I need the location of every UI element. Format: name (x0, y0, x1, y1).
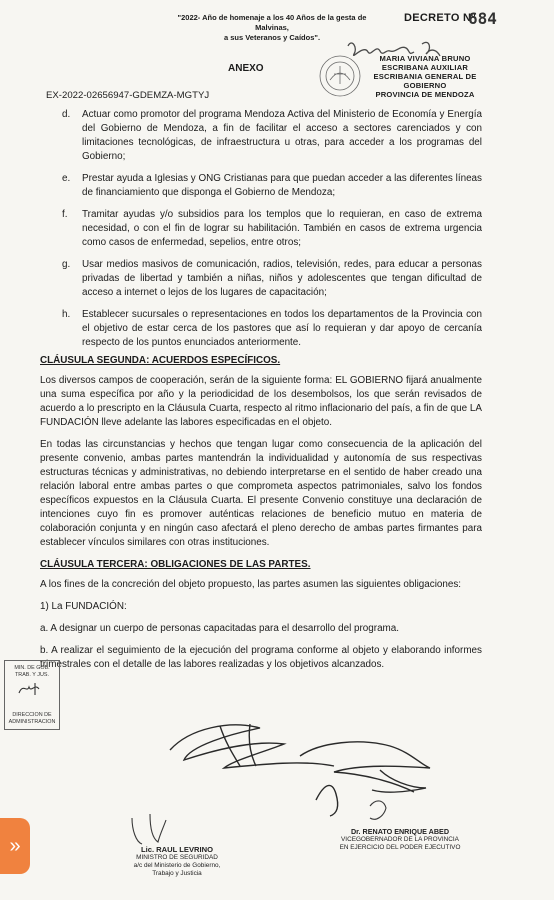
signer-name-right: Dr. RENATO ENRIQUE ABED (350, 827, 450, 836)
ministry-stamp-line-4: ADMINISTRACION (8, 719, 56, 725)
motto-line-1: "2022- Año de homenaje a los 40 Años de la gesta de Malvinas, (177, 13, 367, 32)
item-text: Prestar ayuda a Iglesias y ONG Cristianas para que puedan acceder a las diferentes líneas de financiamiento que disponga el Gobierno de Mendoza; (82, 173, 482, 198)
signer-role-left-2: Trabajo y Justicia (152, 870, 202, 877)
signer-role-left: a/c del Ministerio de Gobierno, (133, 862, 221, 869)
item-letter: g. (62, 259, 71, 270)
ministry-stamp (4, 660, 60, 730)
item-letter: e. (62, 173, 71, 184)
ministry-stamp-line-3: DIRECCION DE (12, 712, 52, 718)
clause-3-item-b: b. A realizar el seguimiento de la ejecución del programa conforme al objeto y elaborando informes trimestrales con el detalle de las labores realizadas y los objetivos alcanzados. (40, 645, 482, 670)
clause-3-subheading: 1) La FUNDACIÓN: (40, 601, 127, 612)
list-item (62, 172, 482, 200)
list-item (62, 308, 482, 350)
signature-block-left (112, 846, 242, 878)
clause-2-paragraph-2: En todas las circunstancias y hechos que tengan lugar como consecuencia de la aplicación del presente convenio, ambas partes mantendrán la individualidad y autonomía de sus respectivas estructuras técnicas y administrativas, no debiendo interpretarse en el sentido de haber creado una relación laboral entre ambas partes o que comprometa aspectos patrimoniales, salvo los fondos específicos expuestos en la Cláusula Cuarta. El presente Convenio constituye una declaración de intenciones cuyo fin es promover auténticas relaciones de beneficio mutuo en materia de colaboración conjunta y en ningún caso afectará el pleno derecho de ambas partes firmantes para establecer vínculos similares con otras instituciones. (40, 439, 482, 548)
item-letter: d. (62, 109, 71, 120)
clause-3-paragraph-1: A los fines de la concreción del objeto propuesto, las partes asumen las siguientes obligaciones: (40, 579, 462, 590)
signer-role-right: EN EJERCICIO DEL PODER EJECUTIVO (339, 844, 461, 851)
signer-title-left: MINISTRO DE SEGURIDAD (136, 854, 218, 861)
ministry-stamp-line-2: TRAB. Y JUS. (15, 672, 49, 678)
initials-scribble (5, 679, 59, 699)
notary-stamp (300, 36, 550, 102)
item-text: Actuar como promotor del programa Mendoza Activa del Ministerio de Economía y Energía del Gobierno de Mendoza, a fin de facilitar el acceso a sectores carenciados y con limitaciones tecnológicas, de infraestructura u otras, para acceder a los programas del Gobierno; (82, 109, 482, 162)
ministry-stamp-line-1: MIN. DE GOB. (14, 665, 50, 671)
item-text: Usar medios masivos de comunicación, radios, televisión, redes, para educar a personas privadas de libertad y también a niñas, niños y adolescentes que tengan dificultad de acceso a internet o lejos de los lugares de capacitación; (82, 259, 482, 298)
signature-block-right (320, 828, 480, 852)
item-text: Tramitar ayudas y/o subsidios para los templos que lo requieran, en caso de extrema necesidad, o con el fin de lograr su habilitación. También en casos de extrema urgencia como casos de enfermedad, sepelios, entre otros; (82, 209, 482, 248)
decree-number: 684 (468, 9, 497, 28)
clause-3-title: CLÁUSULA TERCERA: OBLIGACIONES DE LAS PARTES. (40, 559, 311, 570)
annex-title: ANEXO (228, 63, 264, 74)
motto-line-2: a sus Veteranos y Caídos". (223, 33, 321, 42)
document-body (40, 108, 482, 680)
list-item (62, 208, 482, 250)
decree-label: DECRETO Nº (404, 12, 476, 24)
item-letter: h. (62, 309, 71, 320)
clause-2-paragraph-1: Los diversos campos de cooperación, serán de la siguiente forma: EL GOBIERNO fijará anualmente una suma específica por año y la periodicidad de los desembolsos, los que serán revisados de acuerdo a lo prescripto en la Cláusula Cuarta, respecto al ritmo inflacionario del país, a fin de que LA FUNDACIÓN lleve adelante las labores especificadas en el objeto. (40, 375, 482, 428)
notary-office: ESCRIBANIA GENERAL DE GOBIERNO (373, 72, 477, 90)
notary-title: ESCRIBANA AUXILIAR (381, 63, 469, 72)
expediente-number: EX-2022-02656947-GDEMZA-MGTYJ (46, 90, 210, 101)
item-letter: f. (62, 209, 68, 220)
clause-3-item-a: a. A designar un cuerpo de personas capacitadas para el desarrollo del programa. (40, 623, 400, 634)
signer-title-right: VICEGOBERNADOR DE LA PROVINCIA (341, 836, 459, 843)
list-item (62, 258, 482, 300)
list-item (62, 108, 482, 164)
signer-name-left: Lic. RAUL LEVRINO (140, 845, 213, 854)
notary-name: MARIA VIVIANA BRUNO (379, 54, 471, 63)
notary-stamp-text (360, 54, 490, 99)
item-text: Establecer sucursales o representaciones en todos los departamentos de la Provincia con el objetivo de estar cerca de los pastores que así lo requieran y dar apoyo de cercanía respecto de los puntos enunciados anteriormente. (82, 309, 482, 348)
clause-2-title: CLÁUSULA SEGUNDA: ACUERDOS ESPECÍFICOS. (40, 355, 281, 366)
expand-sidebar-button[interactable] (0, 818, 30, 874)
double-chevron-right-icon: » (9, 835, 21, 857)
notary-province: PROVINCIA DE MENDOZA (375, 90, 475, 99)
